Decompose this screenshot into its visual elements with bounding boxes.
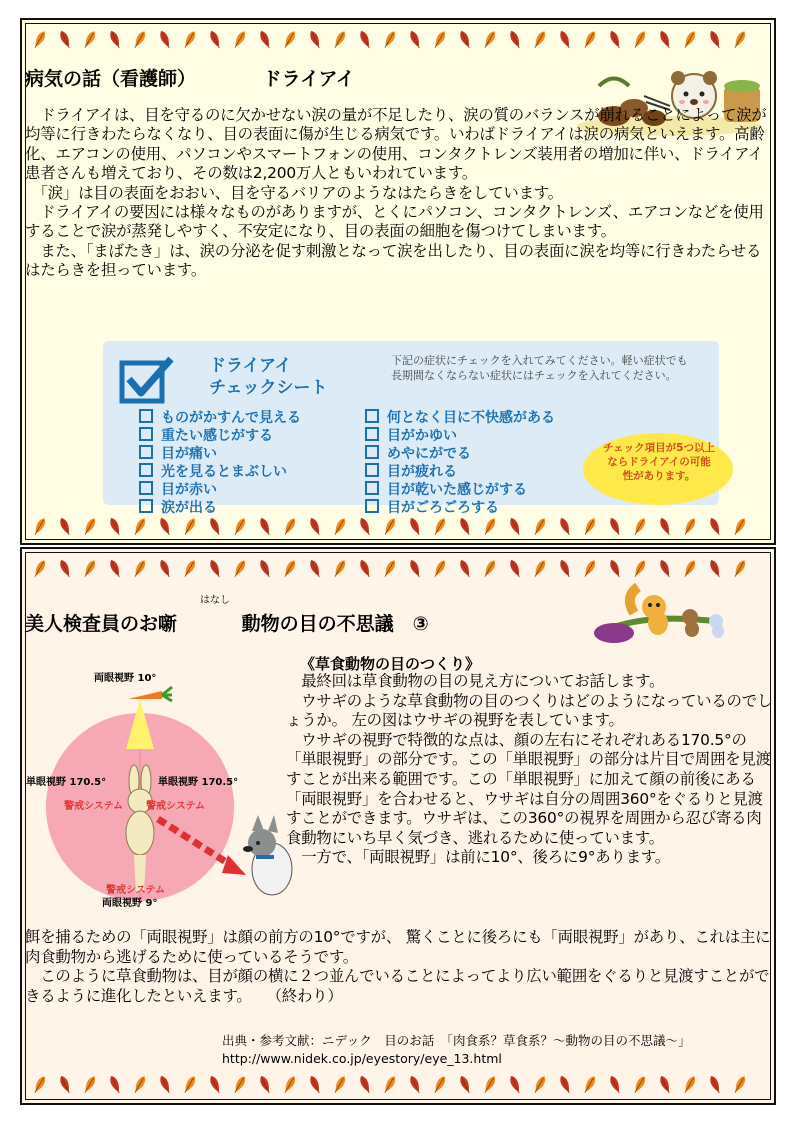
leaf-icon — [482, 29, 498, 49]
leaf-border-bottom — [30, 1071, 770, 1097]
leaf-icon — [432, 516, 448, 536]
leaf-icon — [632, 558, 648, 578]
check-icon — [119, 355, 175, 405]
leaf-icon — [232, 516, 248, 536]
leaf-icon — [608, 558, 622, 578]
dog-icon — [243, 815, 292, 895]
leaf-icon — [358, 558, 372, 578]
checkbox-icon[interactable] — [365, 499, 379, 513]
leaf-icon — [158, 558, 172, 578]
leaf-icon — [608, 1074, 622, 1094]
checklist-item — [139, 463, 359, 481]
diagram-label-bottom: 両眼視野 9° — [102, 898, 158, 909]
leaf-icon — [308, 29, 322, 49]
checklist-item — [139, 409, 359, 427]
leaf-icon — [558, 558, 572, 578]
leaf-icon — [82, 1074, 98, 1094]
leaf-icon — [658, 516, 672, 536]
leaf-icon — [458, 558, 472, 578]
leaf-icon — [108, 516, 122, 536]
checklist-item — [365, 463, 595, 481]
paragraph: 一方で、「両眼視野」は前に10°、後ろに9°あります。 — [286, 848, 670, 867]
leaf-icon — [382, 516, 398, 536]
checksheet-badge: チェック項目が5つ以上ならドライアイの可能性があります。 — [603, 442, 715, 482]
leaf-icon — [258, 558, 272, 578]
leaf-icon — [82, 516, 98, 536]
leaf-icon — [58, 516, 72, 536]
leaf-icon — [308, 558, 322, 578]
checklist-item-label: 目が疲れる — [387, 464, 457, 480]
leaf-icon — [32, 516, 48, 536]
checkbox-icon[interactable] — [139, 445, 153, 459]
leaf-icon — [408, 29, 422, 49]
leaf-icon — [232, 29, 248, 49]
checklist-item-label: めやにがでる — [387, 446, 471, 462]
leaf-icon — [708, 558, 722, 578]
leaf-icon — [508, 516, 522, 536]
leaf-icon — [82, 29, 98, 49]
source-url: http://www.nidek.co.jp/eyestory/eye_13.html — [222, 1051, 502, 1066]
leaf-icon — [532, 516, 548, 536]
leaf-icon — [308, 1074, 322, 1094]
leaf-icon — [58, 558, 72, 578]
leaf-icon — [208, 29, 222, 49]
squirrel-icon — [592, 577, 742, 649]
leaf-icon — [682, 516, 698, 536]
leaf-icon — [132, 1074, 148, 1094]
diagram-label-right: 単眼視野 170.5° — [158, 777, 239, 788]
leaf-icon — [208, 516, 222, 536]
leaf-icon — [432, 1074, 448, 1094]
leaf-icon — [408, 558, 422, 578]
leaf-icon — [158, 516, 172, 536]
subheading: 《草食動物の目のつくり》 — [300, 655, 481, 673]
leaf-icon — [408, 1074, 422, 1094]
diagram-alert-right: 警戒システム — [146, 801, 205, 812]
checkbox-icon[interactable] — [139, 409, 153, 423]
leaf-icon — [258, 29, 272, 49]
leaf-icon — [132, 516, 148, 536]
leaf-icon — [558, 29, 572, 49]
paragraph: 「涙」は目の表面をおおい、目を守るバリアのようなはたらきをしています。 — [25, 183, 563, 202]
checklist-item-label: 目がかゆい — [387, 428, 457, 444]
leaf-icon — [82, 558, 98, 578]
article-frame-animal-eyes — [20, 547, 776, 1105]
leaf-icon — [482, 1074, 498, 1094]
leaf-icon — [432, 558, 448, 578]
leaf-icon — [682, 29, 698, 49]
checkbox-icon[interactable] — [365, 445, 379, 459]
paragraph: ウサギのような草食動物の目のつくりはどのようになっているのでしょうか。 左の図はウサギの視野を表しています。 — [286, 691, 773, 730]
checklist-item — [365, 409, 595, 427]
leaf-icon — [282, 558, 298, 578]
paragraph: このように草食動物は、目が顔の横に２つ並んでいることによってより広い範囲をぐるりと見渡すことができるように進化したといえます。 （終わり） — [25, 967, 770, 1005]
diagram-alert-left: 警戒システム — [64, 801, 123, 812]
leaf-icon — [158, 1074, 172, 1094]
leaf-icon — [32, 29, 48, 49]
paragraph: ドライアイの要因には様々なものがありますが、とくにパソコン、コンタクトレンズ、エアコンなどを使用することで涙が蒸発しやすく、不安定になり、目の表面の細胞を傷つけてしまいます。 — [25, 203, 764, 241]
checklist-item — [139, 427, 359, 445]
leaf-icon — [708, 516, 722, 536]
leaf-icon — [182, 558, 198, 578]
leaf-icon — [632, 516, 648, 536]
leaf-icon — [282, 516, 298, 536]
leaf-icon — [508, 558, 522, 578]
leaf-icon — [382, 558, 398, 578]
leaf-icon — [508, 29, 522, 49]
leaf-icon — [482, 516, 498, 536]
article-frame-dryeye — [20, 18, 776, 545]
leaf-icon — [332, 1074, 348, 1094]
leaf-icon — [108, 558, 122, 578]
checklist-item — [365, 499, 595, 517]
leaf-icon — [632, 29, 648, 49]
checklist-item-label: 涙が出る — [161, 500, 217, 516]
heading-title: 動物の目の不思議 ③ — [241, 613, 429, 635]
checklist-item-label: 目が乾いた感じがする — [387, 482, 527, 498]
checkbox-icon[interactable] — [365, 481, 379, 495]
article-body — [25, 106, 773, 281]
diagram-label-top: 両眼視野 10° — [94, 673, 157, 684]
checkbox-icon[interactable] — [139, 463, 153, 477]
checklist-item-label: 目が赤い — [161, 482, 217, 498]
checklist-item — [139, 445, 359, 463]
leaf-icon — [432, 29, 448, 49]
leaf-icon — [458, 1074, 472, 1094]
checksheet-title-line1: ドライアイ — [209, 356, 292, 376]
leaf-icon — [708, 29, 722, 49]
leaf-icon — [658, 29, 672, 49]
leaf-icon — [58, 1074, 72, 1094]
leaf-icon — [258, 1074, 272, 1094]
checklist-item-label: 目が痛い — [161, 446, 217, 462]
checksheet-title-line2: チェックシート — [209, 378, 328, 398]
leaf-icon — [208, 558, 222, 578]
leaf-icon — [58, 29, 72, 49]
leaf-icon — [332, 29, 348, 49]
checklist-item — [365, 445, 595, 463]
leaf-icon — [232, 558, 248, 578]
leaf-icon — [182, 1074, 198, 1094]
checkbox-icon[interactable] — [139, 481, 153, 495]
leaf-icon — [582, 516, 598, 536]
leaf-icon — [182, 516, 198, 536]
leaf-icon — [732, 558, 748, 578]
heading-title: ドライアイ — [262, 68, 355, 90]
heading-ruby: はなし — [200, 595, 230, 606]
leaf-icon — [282, 29, 298, 49]
leaf-icon — [708, 1074, 722, 1094]
checklist-item — [365, 481, 595, 499]
leaf-icon — [732, 1074, 748, 1094]
checkbox-icon[interactable] — [365, 463, 379, 477]
leaf-icon — [558, 516, 572, 536]
article-body-beside — [286, 672, 774, 868]
checklist-item — [139, 499, 359, 517]
leaf-icon — [482, 558, 498, 578]
leaf-icon — [132, 29, 148, 49]
leaf-icon — [182, 29, 198, 49]
leaf-icon — [158, 29, 172, 49]
checksheet-title — [209, 355, 328, 399]
page-heading — [25, 64, 355, 91]
leaf-icon — [658, 1074, 672, 1094]
checklist-item-label: ものがかすんで見える — [161, 410, 301, 426]
leaf-icon — [608, 516, 622, 536]
leaf-icon — [608, 29, 622, 49]
paragraph: ドライアイは、目を守るのに欠かせない涙の量が不足したり、涙の質のバランスが崩れることによって涙が均等に行きわたらなくなり、目の表面に傷が生じる病気です。いわばドライアイは涙の病気といえます。高齢化、エアコンの使用、パソコンやスマートフォンの使用、コンタクトレンズ装用者の増加に伴い、ドライアイ患者さんも増えており、その数は2,200万人ともいわれています。 — [25, 106, 767, 183]
leaf-icon — [258, 516, 272, 536]
carrot-icon — [128, 687, 172, 701]
checklist-item — [139, 481, 359, 499]
checkbox-icon[interactable] — [365, 427, 379, 441]
leaf-icon — [682, 1074, 698, 1094]
leaf-icon — [32, 1074, 48, 1094]
leaf-icon — [508, 1074, 522, 1094]
source-citation: 出典・参考文献：ニデック 目のお話 「肉食系？草食系？～動物の目の不思議～」 — [222, 1033, 691, 1048]
checkbox-icon[interactable] — [365, 409, 379, 423]
leaf-icon — [282, 1074, 298, 1094]
checklist-item-label: 目がごろごろする — [387, 500, 499, 516]
leaf-icon — [558, 1074, 572, 1094]
leaf-border-top — [30, 26, 770, 52]
leaf-icon — [732, 29, 748, 49]
leaf-icon — [132, 558, 148, 578]
leaf-icon — [532, 29, 548, 49]
leaf-icon — [382, 1074, 398, 1094]
leaf-icon — [582, 29, 598, 49]
page-heading — [25, 609, 429, 636]
leaf-icon — [458, 29, 472, 49]
checklist-item — [365, 427, 595, 445]
diagram-alert-bottom: 警戒システム — [106, 885, 165, 896]
checklist-item-label: 光を見るとまぶしい — [161, 464, 287, 480]
leaf-icon — [232, 1074, 248, 1094]
checkbox-icon[interactable] — [139, 499, 153, 513]
leaf-icon — [732, 516, 748, 536]
paragraph: 最終回は草食動物の目の見え方についてお話します。 — [286, 672, 665, 690]
checksheet — [103, 341, 719, 516]
checksheet-instructions: 下記の症状にチェックを入れてみてください。軽い症状でも長期間なくならない症状にはチェックを入れてください。 — [391, 354, 688, 382]
leaf-icon — [532, 1074, 548, 1094]
leaf-icon — [682, 558, 698, 578]
leaf-icon — [32, 558, 48, 578]
heading-category: 美人検査員のお噺 — [25, 613, 178, 635]
leaf-icon — [632, 1074, 648, 1094]
leaf-icon — [108, 29, 122, 49]
heading-category: 病気の話（看護師） — [25, 68, 197, 90]
leaf-icon — [582, 1074, 598, 1094]
leaf-icon — [658, 558, 672, 578]
leaf-icon — [532, 558, 548, 578]
leaf-icon — [408, 516, 422, 536]
leaf-icon — [208, 1074, 222, 1094]
checklist-right — [365, 409, 595, 517]
article-body-full — [25, 928, 773, 1006]
checklist-item-label: 重たい感じがする — [161, 428, 273, 444]
paragraph: また、「まばたき」は、涙の分泌を促す刺激となって涙を出したり、目の表面に涙を均等に行きわたらせるはたらきを担っています。 — [25, 241, 762, 280]
checklist-left — [139, 409, 359, 517]
diagram-label-left: 単眼視野 170.5° — [26, 777, 107, 788]
leaf-icon — [332, 516, 348, 536]
paragraph: 餌を捕るための「両眼視野」は顔の前方の10°ですが、 驚くことに後ろにも「両眼視野」があり、これは主に肉食動物から逃げるために使っているそうです。 — [25, 928, 771, 966]
leaf-icon — [458, 516, 472, 536]
checklist-item-label: 何となく目に不快感がある — [387, 410, 555, 426]
leaf-icon — [308, 516, 322, 536]
paragraph: ウサギの視野で特徴的な点は、顔の左右にそれぞれある170.5°の「単眼視野」の部分です。この「単眼視野」の部分は片目で周囲を見渡すことが出来る範囲です。この「単眼視野」に加えて顔の前後にある「両眼視野」を合わせると、ウサギは自分の周囲360°をぐるりと見渡すことができます。ウサギは、この360°の視界を周囲から忍び寄る肉食動物にいち早く気づき、逃れるために使っています。 — [286, 730, 771, 847]
leaf-icon — [382, 29, 398, 49]
leaf-icon — [358, 1074, 372, 1094]
checkbox-icon[interactable] — [139, 427, 153, 441]
leaf-icon — [358, 29, 372, 49]
leaf-icon — [582, 558, 598, 578]
leaf-icon — [358, 516, 372, 536]
leaf-icon — [332, 558, 348, 578]
leaf-icon — [108, 1074, 122, 1094]
